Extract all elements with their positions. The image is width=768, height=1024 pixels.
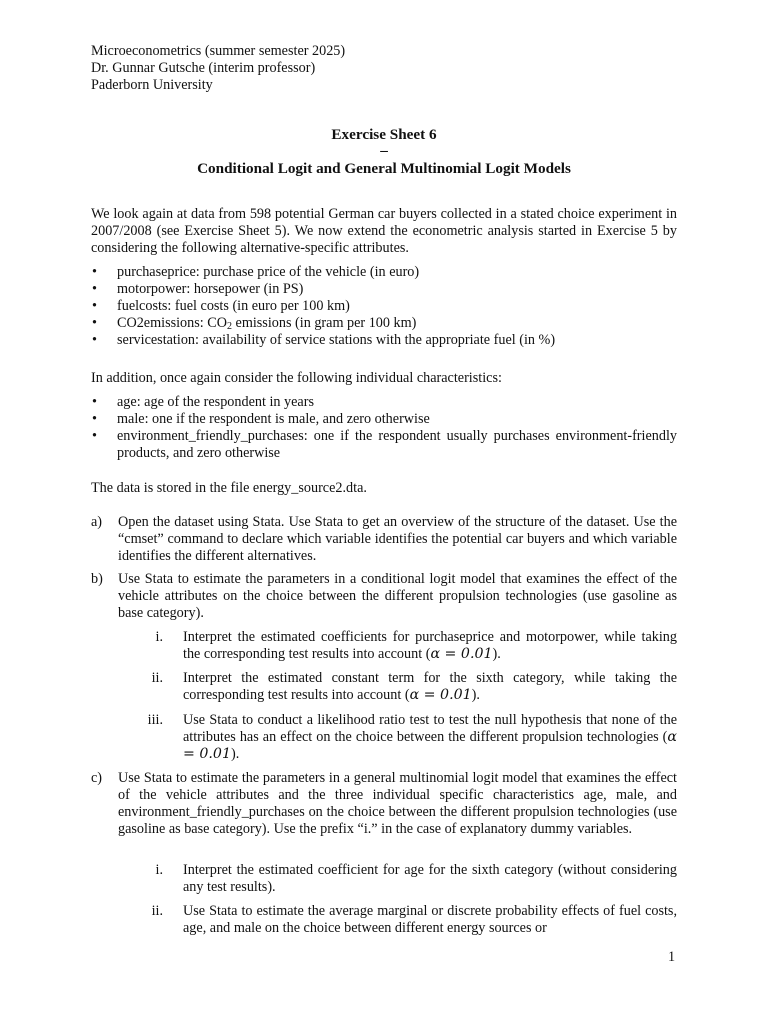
list-item: • age: age of the respondent in years — [92, 394, 314, 410]
question-text: Use Stata to estimate the parameters in a general multinomial logit model that examines the effect of the vehicle attributes and the three individual specific characteristics age, male, and environment_friendly_purchases on the choice between the different propulsion technologies (use gasoline as base category). Use the prefix “i.” in the case of explanatory dummy variables. — [118, 770, 677, 837]
page-number: 1 — [668, 949, 676, 965]
bullet-icon: • — [92, 264, 97, 280]
course-line: Microeconometrics (summer semester 2025) — [91, 43, 346, 59]
title-line-2: Conditional Logit and General Multinomial Logit Models — [197, 160, 571, 177]
question-text: Open the dataset using Stata. Use Stata to get an overview of the structure of the dataset. Use the “cmset” command to declare which variable identifies the potential car buyers and which variable identifies the different alternatives. — [118, 514, 677, 564]
subquestion-text: Use Stata to estimate the average marginal or discrete probability effects of fuel costs, age, and male on the choice between different energy sources or — [183, 903, 677, 936]
intro-paragraph: We look again at data from 598 potential German car buyers collected in a stated choice experiment in 2007/2008 (see Exercise Sheet 5). We now extend the econometric analysis started in Exercise 5 by considering the following alternative-specific attributes. — [91, 206, 677, 256]
university-line: Paderborn University — [91, 77, 213, 93]
subquestion-label: i. — [155, 862, 163, 878]
subquestion-b-i: i. Interpret the estimated coefficients for purchaseprice and motorpower, while taking the corresponding test results into account (α = 0.01). — [91, 629, 677, 663]
bullet-icon: • — [92, 298, 97, 314]
subquestion-b-iii: iii. Use Stata to conduct a likelihood ratio test to test the null hypothesis that none of the attributes has an effect on the choice between the different propulsion technologies (α = 0.01). — [91, 712, 677, 763]
question-label: c) — [91, 770, 103, 786]
subquestion-text: Interpret the estimated constant term for the sixth category, while taking the corresponding test results into account ( — [183, 670, 677, 703]
subquestion-text: Use Stata to conduct a likelihood ratio test to test the null hypothesis that none of the attributes has an effect on the choice between the different propulsion technologies ( — [183, 712, 677, 745]
question-label: a) — [91, 514, 103, 530]
subquestion-text: Interpret the estimated coefficient for age for the sixth category (without considering any test results). — [183, 862, 677, 895]
subquestion-label: i. — [155, 629, 163, 645]
subquestion-c-ii — [91, 903, 677, 937]
lecturer-line: Dr. Gunnar Gutsche (interim professor) — [91, 60, 316, 76]
question-a — [91, 514, 677, 565]
alpha-formula: α = 0.01 — [183, 729, 677, 762]
list-item: • servicestation: availability of service stations with the appropriate fuel (in %) — [92, 332, 556, 348]
characteristics-list — [91, 394, 677, 462]
title-line-1: Exercise Sheet 6 — [331, 126, 437, 143]
alpha-formula: α = 0.01 — [430, 646, 493, 662]
question-label: b) — [91, 571, 103, 587]
alpha-formula: α = 0.01 — [409, 687, 472, 703]
question-b — [91, 571, 677, 622]
subquestion-text: Interpret the estimated coefficients for purchaseprice and motorpower, while taking the corresponding test results into account ( — [183, 629, 677, 662]
list-item: • CO2emissions: $CO_2$ emissions (in gram per 100 km) — [92, 315, 417, 332]
list-item: • environment_friendly_purchases: one if the respondent usually purchases environment-friendly products, and zero otherwise — [92, 428, 677, 461]
question-c — [91, 770, 677, 838]
list-item: • motorpower: horsepower (in PS) — [92, 281, 304, 297]
subquestion-b-ii: ii. Interpret the estimated constant term for the sixth category, while taking the corresponding test results into account (α = 0.01). — [91, 670, 677, 704]
bullet-icon: • — [92, 281, 97, 297]
data-note: The data is stored in the file energy_source2.dta. — [91, 480, 367, 496]
list-item: • fuelcosts: fuel costs (in euro per 100 km) — [92, 298, 350, 314]
bullet-icon: • — [92, 394, 97, 410]
title-dash: – — [380, 142, 388, 159]
subquestion-label: iii. — [147, 712, 163, 728]
sheet-title — [91, 126, 677, 180]
question-text: Use Stata to estimate the parameters in a conditional logit model that examines the effect of the vehicle attributes on the choice between the different propulsion technologies (use gasoline as base category). — [118, 571, 677, 621]
list-item: • purchaseprice: purchase price of the vehicle (in euro) — [92, 264, 420, 280]
subquestion-c-i — [91, 862, 677, 896]
document-header — [91, 43, 345, 94]
subquestion-label: ii. — [151, 903, 163, 919]
list-item: • male: one if the respondent is male, and zero otherwise — [92, 411, 430, 427]
bullet-icon: • — [92, 332, 97, 348]
bullet-icon: • — [92, 315, 97, 331]
attribute-list — [91, 264, 677, 349]
characteristics-intro: In addition, once again consider the following individual characteristics: — [91, 370, 502, 386]
bullet-icon: • — [92, 428, 97, 444]
subquestion-label: ii. — [151, 670, 163, 686]
bullet-icon: • — [92, 411, 97, 427]
